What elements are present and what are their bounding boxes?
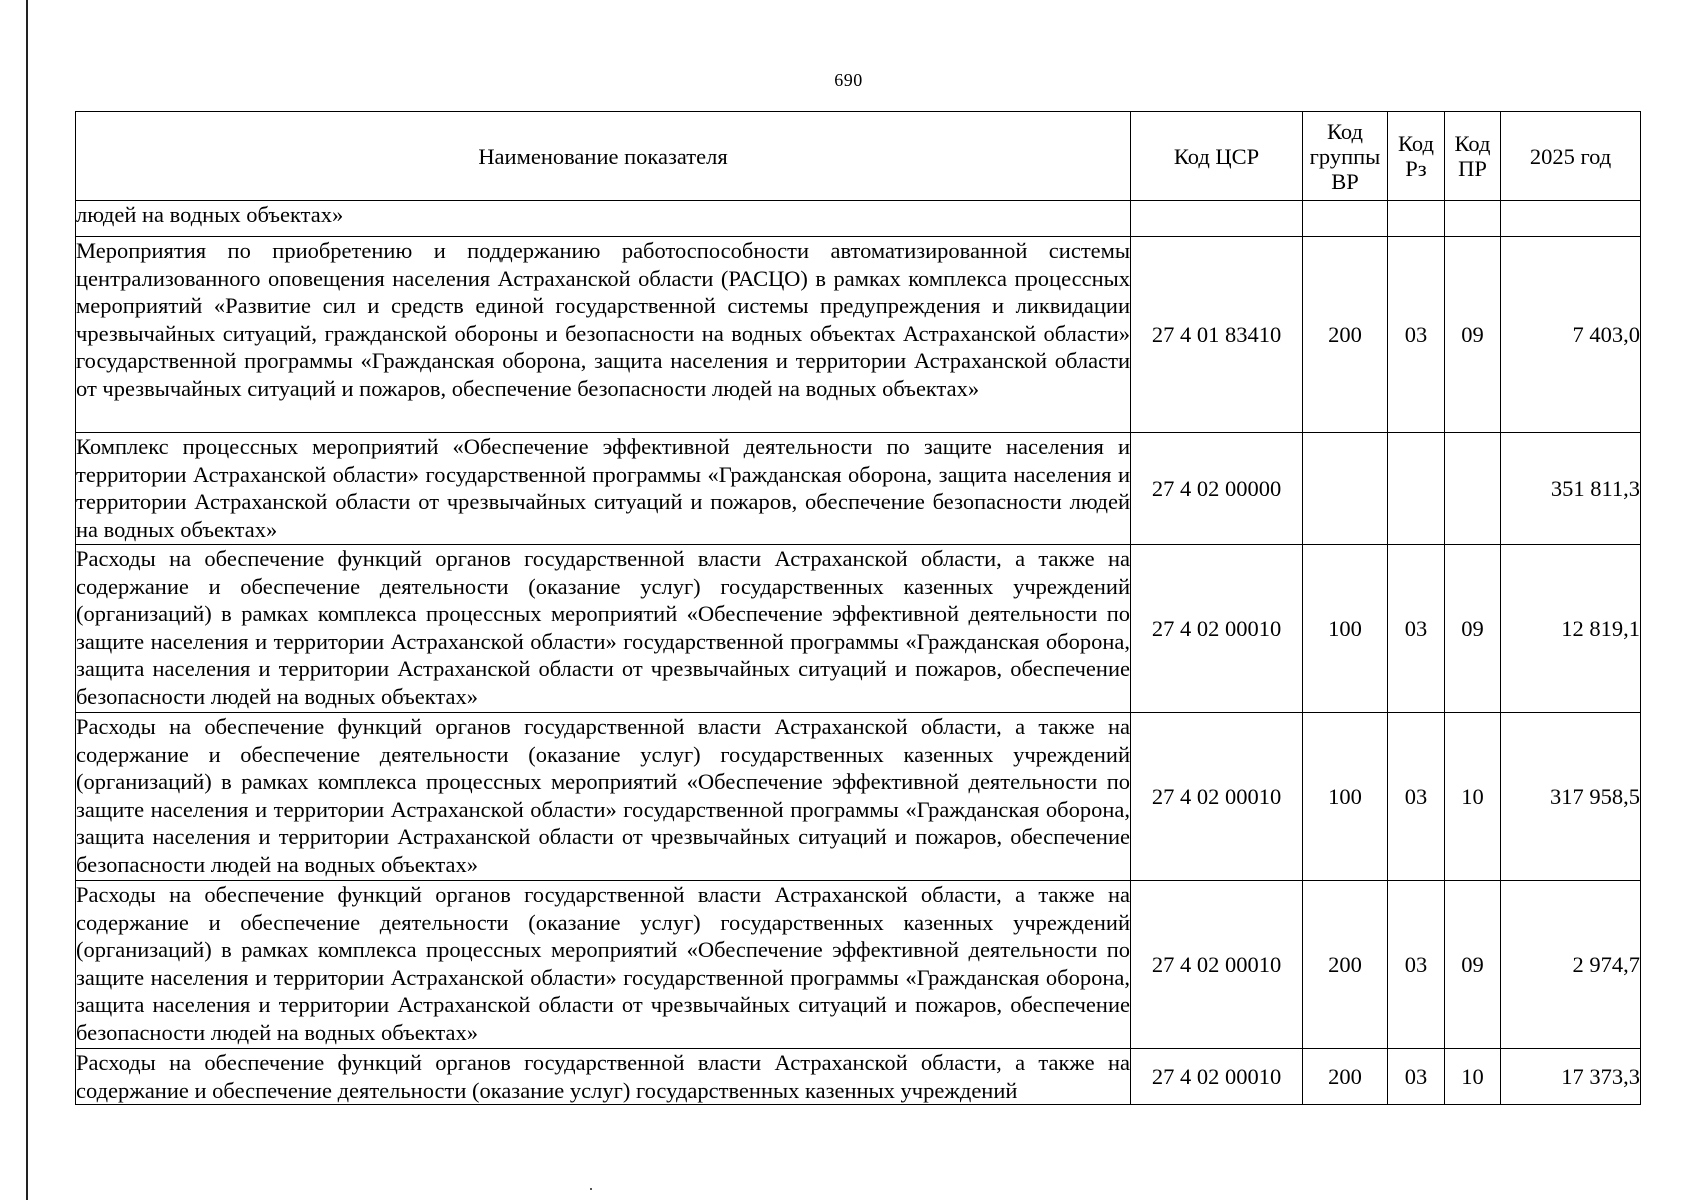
row-amount: 12 819,1: [1501, 545, 1641, 713]
row-name: Расходы на обеспечение функций органов государственной власти Астраханской области, а также на содержание и обеспечение деятельности (оказание услуг) государственных казенных учреждений (организаций) в рамках комплекса процессных мероприятий «Обеспечение эффективной деятельности по защите населения и территории Астраханской области» государственной программы «Гражданская оборона, защита населения и территории Астраханской области от чрезвычайных ситуаций и пожаров, обеспечение безопасности людей на водных объектах»: [76, 713, 1131, 881]
row-vr: [1303, 433, 1388, 545]
row-amount: 317 958,5: [1501, 713, 1641, 881]
header-year: 2025 год: [1501, 112, 1641, 201]
table-header-row: [76, 112, 1641, 201]
row-rz: 03: [1388, 1049, 1445, 1105]
row-name: Мероприятия по приобретению и поддержанию работоспособности автоматизированной системы централизованного оповещения населения Астраханской области (РАСЦО) в рамках комплекса процессных мероприятий «Развитие сил и средств единой государственной системы предупреждения и ликвидации чрезвычайных ситуаций, гражданской обороны и безопасности на водных объектах Астраханской области» государственной программы «Гражданская оборона, защита населения и территории Астраханской области от чрезвычайных ситуаций и пожаров, обеспечение безопасности людей на водных объектах»: [76, 237, 1131, 433]
row-csr: 27 4 02 00010: [1131, 713, 1303, 881]
header-pr: Код ПР: [1445, 112, 1501, 201]
table-row: [76, 881, 1641, 1049]
row-amount: 351 811,3: [1501, 433, 1641, 545]
table-row: [76, 237, 1641, 433]
header-vr: Код группы ВР: [1303, 112, 1388, 201]
row-amount: 2 974,7: [1501, 881, 1641, 1049]
row-name: людей на водных объектах»: [76, 201, 1131, 237]
row-rz: [1388, 433, 1445, 545]
row-rz: 03: [1388, 545, 1445, 713]
table-row: [76, 1049, 1641, 1105]
row-name: Расходы на обеспечение функций органов государственной власти Астраханской области, а также на содержание и обеспечение деятельности (оказание услуг) государственных казенных учреждений: [76, 1050, 1130, 1103]
row-amount: [1501, 201, 1641, 237]
row-name: Расходы на обеспечение функций органов государственной власти Астраханской области, а также на содержание и обеспечение деятельности (оказание услуг) государственных казенных учреждений (организаций) в рамках комплекса процессных мероприятий «Обеспечение эффективной деятельности по защите населения и территории Астраханской области» государственной программы «Гражданская оборона, защита населения и территории Астраханской области от чрезвычайных ситуаций и пожаров, обеспечение безопасности людей на водных объектах»: [76, 881, 1131, 1049]
row-vr: 100: [1303, 713, 1388, 881]
table-row: [76, 545, 1641, 713]
header-csr: Код ЦСР: [1131, 112, 1303, 201]
table-row: [76, 433, 1641, 545]
row-rz: 03: [1388, 881, 1445, 1049]
row-rz: 03: [1388, 713, 1445, 881]
row-csr: 27 4 02 00010: [1131, 881, 1303, 1049]
row-csr: [1131, 201, 1303, 237]
header-name: Наименование показателя: [76, 112, 1131, 201]
row-name: Расходы на обеспечение функций органов государственной власти Астраханской области, а также на содержание и обеспечение деятельности (оказание услуг) государственных казенных учреждений (организаций) в рамках комплекса процессных мероприятий «Обеспечение эффективной деятельности по защите населения и территории Астраханской области» государственной программы «Гражданская оборона, защита населения и территории Астраханской области от чрезвычайных ситуаций и пожаров, обеспечение безопасности людей на водных объектах»: [76, 545, 1131, 713]
row-rz: [1388, 201, 1445, 237]
row-amount: 17 373,3: [1501, 1049, 1641, 1105]
table-row: [76, 201, 1641, 237]
scan-dot: [590, 1188, 592, 1190]
row-rz: 03: [1388, 237, 1445, 433]
table-row: [76, 713, 1641, 881]
row-pr: 10: [1445, 713, 1501, 881]
row-pr: 09: [1445, 237, 1501, 433]
page-number: 690: [834, 70, 863, 90]
row-vr: 200: [1303, 1049, 1388, 1105]
row-vr: 200: [1303, 881, 1388, 1049]
row-pr: [1445, 433, 1501, 545]
row-vr: 200: [1303, 237, 1388, 433]
row-pr: 09: [1445, 881, 1501, 1049]
left-margin-line: [26, 0, 28, 1200]
budget-table: [75, 111, 1641, 1105]
row-vr: 100: [1303, 545, 1388, 713]
header-rz: Код Рз: [1388, 112, 1445, 201]
row-csr: 27 4 02 00000: [1131, 433, 1303, 545]
row-csr: 27 4 02 00010: [1131, 545, 1303, 713]
row-name: Комплекс процессных мероприятий «Обеспечение эффективной деятельности по защите населения и территории Астраханской области» государственной программы «Гражданская оборона, защита населения и территории Астраханской области от чрезвычайных ситуаций и пожаров, обеспечение безопасности людей на водных объектах»: [76, 433, 1131, 545]
row-csr: 27 4 02 00010: [1131, 1049, 1303, 1105]
row-pr: [1445, 201, 1501, 237]
row-csr: 27 4 01 83410: [1131, 237, 1303, 433]
row-pr: 10: [1445, 1049, 1501, 1105]
row-amount: 7 403,0: [1501, 237, 1641, 433]
row-pr: 09: [1445, 545, 1501, 713]
row-vr: [1303, 201, 1388, 237]
